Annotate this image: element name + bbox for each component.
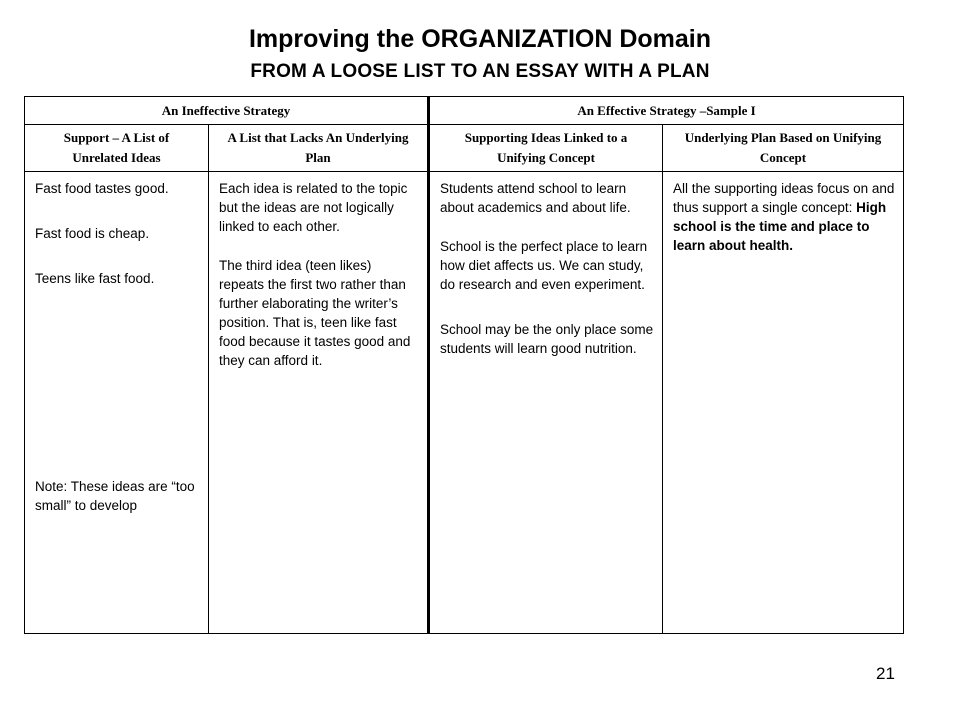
group-header-ineffective: An Ineffective Strategy bbox=[161, 102, 291, 118]
column-header-2: A List that Lacks An Underlying Plan bbox=[227, 130, 409, 165]
strategy-table bbox=[24, 96, 904, 634]
column-header-1: Support – A List of Unrelated Ideas bbox=[63, 130, 170, 165]
paragraph: The third idea (teen likes) repeats the first two rather than further elaborating the writer’s position. That is, teen like fast food because it tastes good and they can afford it. bbox=[219, 258, 411, 368]
list-item: Fast food tastes good. bbox=[35, 181, 169, 196]
column-3-content bbox=[430, 179, 662, 368]
row-divider bbox=[25, 171, 903, 172]
paragraph: School is the perfect place to learn how diet affects us. We can study, do research and even experiment. bbox=[440, 239, 648, 292]
paragraph: School may be the only place some students will learn good nutrition. bbox=[440, 322, 654, 356]
column-1-content bbox=[25, 179, 208, 298]
title-emphasis: ORGANIZATION bbox=[421, 25, 613, 53]
list-item: Fast food is cheap. bbox=[35, 226, 150, 241]
paragraph: Each idea is related to the topic but the ideas are not logically linked to each other. bbox=[219, 181, 408, 234]
title-prefix: Improving the bbox=[248, 25, 422, 53]
title-suffix: Domain bbox=[612, 25, 712, 53]
group-header-effective: An Effective Strategy –Sample I bbox=[577, 102, 756, 118]
column-2-content bbox=[209, 179, 427, 380]
page-number: 21 bbox=[876, 664, 895, 683]
column-1-note: Note: These ideas are “too small” to develop bbox=[35, 479, 195, 513]
slide-title bbox=[0, 24, 960, 54]
column-header-4: Underlying Plan Based on Unifying Concept bbox=[684, 130, 882, 165]
paragraph bbox=[673, 179, 895, 255]
paragraph-lead: All the supporting ideas focus on and thus support a single concept: bbox=[673, 181, 895, 215]
slide-subtitle: FROM A LOOSE LIST TO AN ESSAY WITH A PLAN bbox=[250, 61, 710, 82]
column-4-content bbox=[663, 179, 903, 265]
column-header-3: Supporting Ideas Linked to a Unifying Concept bbox=[464, 130, 628, 165]
paragraph-emphasis: High school is the time and place to learn about health. bbox=[673, 200, 887, 253]
paragraph: Students attend school to learn about academics and about life. bbox=[440, 181, 631, 215]
list-item: Teens like fast food. bbox=[35, 271, 155, 286]
